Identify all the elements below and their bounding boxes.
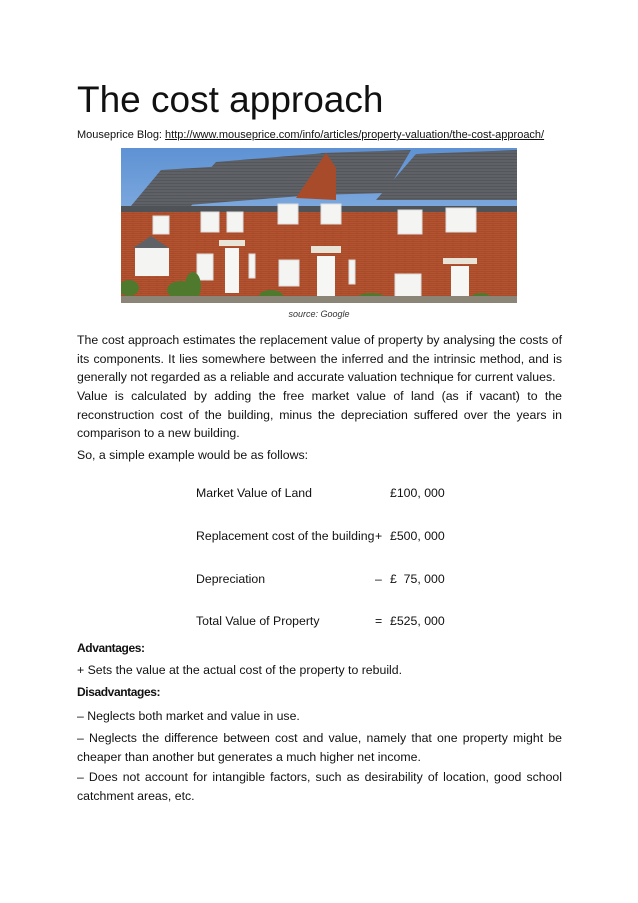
calc-amount: £ 75, 000 <box>390 572 445 586</box>
source-link[interactable]: http://www.mouseprice.com/info/articles/property-valuation/the-cost-approach/ <box>165 129 545 141</box>
disadvantage-item: – Neglects the difference between cost and value, namely that one property might be cheaper than another but generates a much higher net income. <box>77 731 562 764</box>
calc-label: Market Value of Land <box>196 486 312 500</box>
example-intro: So, a simple example would be as follows: <box>77 448 309 462</box>
calc-operator: – <box>375 572 382 586</box>
source-prefix: Mouseprice Blog: <box>77 129 166 141</box>
calc-label: Depreciation <box>196 572 266 586</box>
disadvantage-item: – Neglects both market and value in use. <box>77 709 300 723</box>
source-citation <box>77 128 544 142</box>
disadvantages-heading: Disadvantages: <box>77 685 161 699</box>
image-caption: source: Google <box>288 309 350 319</box>
calc-amount: £100, 000 <box>390 486 445 500</box>
calc-amount: £500, 000 <box>390 529 445 543</box>
disadvantage-item: – Does not account for intangible factors, such as desirability of location, good school catchment areas, etc. <box>77 770 562 803</box>
calculation-paragraph: Value is calculated by adding the free market value of land (as if vacant) to the reconstruction cost of the building, minus the depreciation suffered over the years in comparison to a new building. <box>77 389 562 440</box>
calc-operator: = <box>375 614 383 628</box>
page-title: The cost approach <box>77 79 384 120</box>
houses-photo <box>121 148 517 303</box>
calc-amount: £525, 000 <box>390 614 445 628</box>
calc-operator: + <box>375 529 383 543</box>
advantage-item: + Sets the value at the actual cost of the property to rebuild. <box>77 663 403 677</box>
advantages-heading: Advantages: <box>77 641 145 655</box>
calc-label: Replacement cost of the building <box>196 529 375 543</box>
calc-label: Total Value of Property <box>196 614 320 628</box>
intro-paragraph: The cost approach estimates the replacement value of property by analysing the costs of its components. It lies somewhere between the inferred and the intrinsic method, and is generally not regarded as a reliable and accurate valuation technique for current values. <box>77 333 562 384</box>
